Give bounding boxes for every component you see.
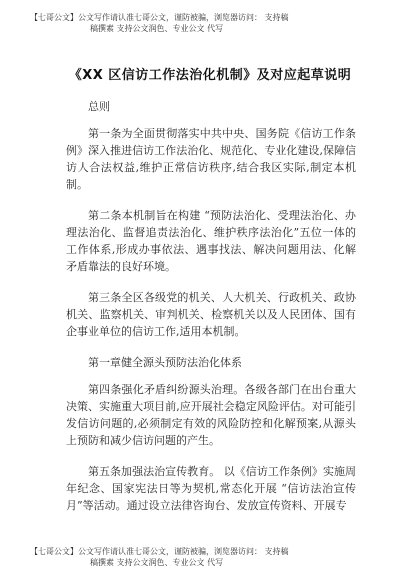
section-heading-general: 总则 bbox=[88, 100, 110, 113]
chapter-heading-1: 第一章健全源头预防法治化体系 bbox=[88, 356, 242, 369]
page-footer-watermark bbox=[30, 546, 380, 568]
footer-line-2: 稿撰素 支持公文润色、专业公文 代写 bbox=[90, 558, 224, 567]
document-title: 《XX 区信访工作法治化机制》及对应起草说明 bbox=[68, 68, 352, 83]
paragraph-article-5: 第五条加强法治宣传教育。 以《信访工作条例》实施周 年纪念、国家宪法日等为契机,常态化开展 “信访法治宣传 月”等活动。通过设立法律咨询台、发放宣传资料、开展专 bbox=[66, 465, 356, 512]
header-line-2: 稿撰素 支持公文润色、专业公文 代写 bbox=[90, 24, 224, 33]
document-body bbox=[66, 98, 356, 528]
paragraph-article-4: 第四条强化矛盾纠纷源头治理。各级各部门在出台重大决策、实施重大项目前,应开展社会稳定风险评估。对可能引发信访问题的,必须制定有效的风险防控和化解预案,从源头上预防和减少信访问题的产生。 bbox=[66, 383, 356, 447]
footer-line-1: 【七哥公文】公文写作请认准七哥公文，谨防被骗，浏览器访问： 支持稿 bbox=[30, 547, 289, 556]
page-header-watermark bbox=[30, 12, 380, 34]
header-line-1: 【七哥公文】公文写作请认准七哥公文，谨防被骗，浏览器访问： 支持稿 bbox=[30, 13, 289, 22]
paragraph-article-1: 第一条为全面贯彻落实中共中央、国务院《信访工作条例》深入推进信访工作法治化、规范化、专业化建设,保障信访人合法权益,维护正常信访秩序,结合我区实际,制定本机制。 bbox=[66, 127, 356, 191]
paragraph-article-2: 第二条本机制旨在构建 “预防法治化、受理法治化、办 理法治化、监督追责法治化、维护秩序法治化”五位一体的 工作体系,形成办事依法、遇事找法、解决问题用法、化解 矛盾靠法的良好环境。 bbox=[66, 209, 356, 273]
paragraph-article-3: 第三条全区各级党的机关、人大机关、行政机关、政协机关、监察机关、审判机关、检察机关以及人民团体、国有企事业单位的信访工作,适用本机制。 bbox=[66, 291, 356, 338]
